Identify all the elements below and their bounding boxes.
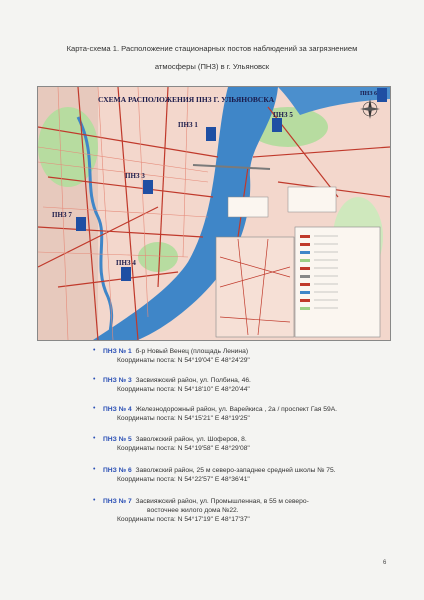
page-title-line1: Карта-схема 1. Расположение стационарных постов наблюдений за загрязнением	[66, 44, 358, 53]
post-coords: Координаты поста: N 54°22'57" E 48°36'41"	[117, 476, 250, 483]
marker-label: ПНЗ 7	[52, 211, 72, 219]
marker-label: ПНЗ 3	[125, 172, 145, 180]
post-id: ПНЗ № 6	[103, 467, 132, 474]
post-address: Заволжский район, ул. Шоферов, 8.	[135, 436, 247, 443]
bullet-icon: •	[93, 466, 96, 473]
post-id: ПНЗ № 3	[103, 377, 132, 384]
post-item-6	[93, 466, 336, 484]
bullet-icon: •	[93, 376, 96, 383]
post-address: Железнодорожный район, ул. Варейкиса , 2а / проспект Гая 59А.	[135, 406, 338, 413]
post-id: ПНЗ № 1	[103, 348, 132, 355]
post-id: ПНЗ № 5	[103, 436, 132, 443]
bullet-icon: •	[93, 347, 96, 354]
posts-list	[93, 347, 413, 523]
bullet-icon: •	[93, 497, 96, 504]
post-address: Засвияжский район, ул. Промышленная, в 55 м северо-	[135, 498, 309, 505]
city-map	[37, 86, 391, 341]
bullet-icon: •	[93, 435, 96, 442]
bullet-icon: •	[93, 405, 96, 412]
post-address: Засвияжский район, ул. Полбина, 46.	[135, 377, 251, 384]
map-green-area	[138, 242, 178, 272]
post-coords: Координаты поста: N 54°17'19" E 48°17'37"	[117, 516, 250, 523]
post-address-cont: восточнее жилого дома №22.	[147, 507, 239, 514]
post-id: ПНЗ № 4	[103, 406, 132, 413]
marker-label: ПНЗ 5	[273, 111, 293, 119]
post-item-4	[93, 405, 338, 423]
post-coords: Координаты поста: N 54°18'10" E 48°20'44"	[117, 386, 250, 393]
post-id: ПНЗ № 7	[103, 498, 132, 505]
marker-label: ПНЗ 1	[178, 121, 198, 129]
post-item-7	[93, 497, 309, 524]
post-coords: Координаты поста: N 54°19'04" E 48°24'29"	[117, 357, 250, 364]
post-item-3	[93, 376, 251, 394]
marker-label: ПНЗ 4	[116, 259, 136, 267]
post-coords: Координаты поста: N 54°15'21" E 48°19'25"	[117, 415, 250, 422]
post-address: Заволжский район, 25 м северо-западнее средней школы № 75.	[135, 467, 336, 474]
map-info-box	[288, 187, 336, 212]
post-coords: Координаты поста: N 54°19'58" E 48°29'08"	[117, 445, 250, 452]
post-item-1	[93, 347, 413, 365]
map-inset	[216, 237, 294, 337]
map-svg	[38, 87, 390, 340]
page-title-line2: атмосферы (ПНЗ) в г. Ульяновск	[154, 62, 270, 71]
page-number: 6	[383, 560, 387, 566]
map-heading: СХЕМА РАСПОЛОЖЕНИЯ ПНЗ Г. УЛЬЯНОВСКА	[98, 95, 275, 104]
post-address: б-р Новый Венец (площадь Ленина)	[135, 348, 249, 355]
marker-label: ПНЗ 6	[360, 91, 378, 97]
map-info-box	[228, 197, 268, 217]
post-item-5	[93, 435, 250, 453]
